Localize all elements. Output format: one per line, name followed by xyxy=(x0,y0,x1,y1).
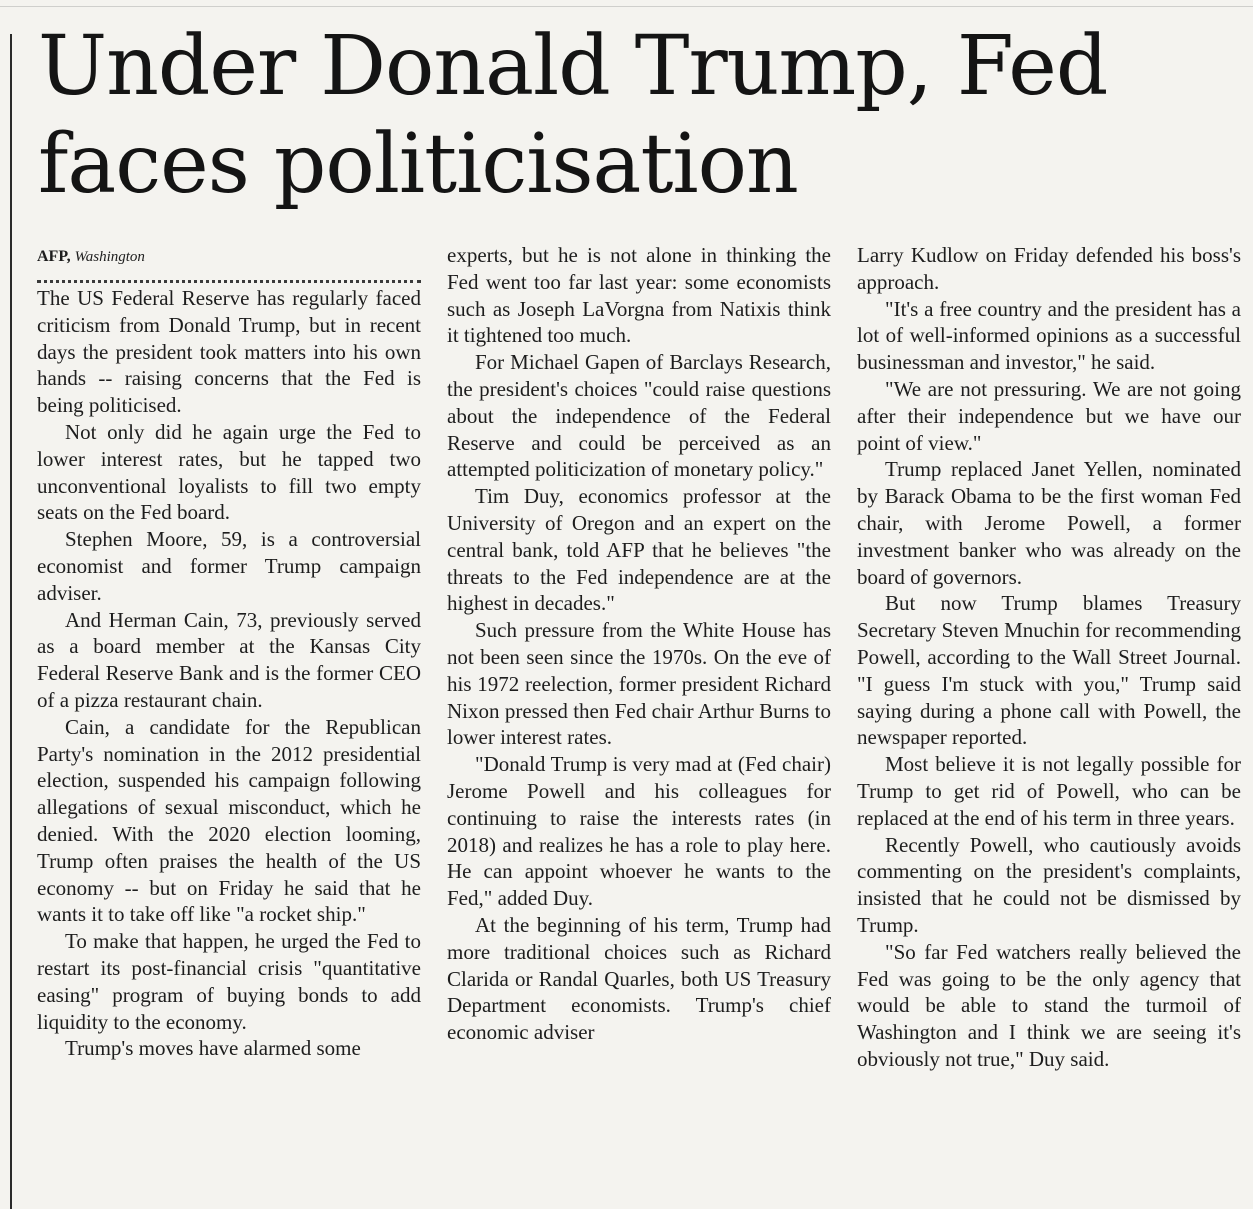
dotted-separator xyxy=(37,278,421,283)
article-column-3 xyxy=(857,242,1241,1073)
paragraph: Cain, a candidate for the Republican Party's nomination in the 2012 presidential election, suspended his campaign following allegations of sexual misconduct, which he denied. With the 2020 election looming, Trump often praises the health of the US economy -- but on Friday he said that he wants it to take off like "a rocket ship." xyxy=(37,714,421,927)
paragraph: For Michael Gapen of Barclays Research, the president's choices "could raise questions about the independence of the Federal Reserve and could be perceived as an attempted politicization of monetary policy." xyxy=(447,350,831,482)
paragraph: Most believe it is not legally possible for Trump to get rid of Powell, who can be replaced at the end of his term in three years. xyxy=(857,752,1241,830)
paragraph: experts, but he is not alone in thinking the Fed went too far last year: some economists such as Joseph LaVorgna from Natixis think it tightened too much. xyxy=(447,243,831,348)
article-column-1 xyxy=(37,242,421,1062)
paragraph: Larry Kudlow on Friday defended his boss's approach. xyxy=(857,243,1241,294)
paragraph: Trump replaced Janet Yellen, nominated by Barack Obama to be the first woman Fed chair, with Jerome Powell, a former investment banker who was already on the board of governors. xyxy=(857,457,1241,589)
paragraph: And Herman Cain, 73, previously served as a board member at the Kansas City Federal Reserve Bank and is the former CEO of a pizza restaurant chain. xyxy=(37,607,421,712)
paragraph: "We are not pressuring. We are not going after their independence but we have our point of view." xyxy=(857,376,1241,455)
left-column-rule xyxy=(10,34,12,1209)
paragraph: Tim Duy, economics professor at the University of Oregon and an expert on the central bank, told AFP that he believes "the threats to the Fed independence are at the highest in decades." xyxy=(447,484,831,616)
headline: Under Donald Trump, Fed faces politicisation xyxy=(38,19,1108,212)
paragraph: The US Federal Reserve has regularly faced criticism from Donald Trump, but in recent days the president took matters into his own hands -- raising concerns that the Fed is being politicised. xyxy=(37,286,421,418)
paragraph: "So far Fed watchers really believed the Fed was going to be the only agency that would be able to stand the turmoil of Washington and I think we are seeing it's obviously not true," Duy said. xyxy=(857,939,1241,1071)
paragraph: At the beginning of his term, Trump had more traditional choices such as Richard Clarida or Randal Quarles, both US Treasury Department economists. Trump's chief economic adviser xyxy=(447,912,831,1045)
paragraph: "Donald Trump is very mad at (Fed chair) Jerome Powell and his colleagues for continuing to raise the interests rates (in 2018) and realizes he has a role to play here. He can appoint whoever he wants to the Fed," added Duy. xyxy=(447,752,831,911)
paragraph: Trump's moves have alarmed some xyxy=(65,1036,361,1061)
paragraph: But now Trump blames Treasury Secretary Steven Mnuchin for recommending Powell, according to the Wall Street Journal. "I guess I'm stuck with you," Trump said saying during a phone call with Powell, the newspaper reported. xyxy=(857,591,1241,750)
paragraph: Such pressure from the White House has not been seen since the 1970s. On the eve of his 1972 reelection, former president Richard Nixon pressed then Fed chair Arthur Burns to lower interest rates. xyxy=(447,618,831,750)
paragraph: "It's a free country and the president has a lot of well-informed opinions as a successful businessman and investor," he said. xyxy=(857,296,1241,375)
paragraph: Recently Powell, who cautiously avoids commenting on the president's complaints, insisted that he could not be dismissed by Trump. xyxy=(857,832,1241,937)
paragraph: Not only did he again urge the Fed to lower interest rates, but he tapped two unconventional loyalists to fill two empty seats on the Fed board. xyxy=(37,419,421,525)
top-rule xyxy=(0,6,1253,7)
paragraph: Stephen Moore, 59, is a controversial economist and former Trump campaign adviser. xyxy=(37,527,421,605)
article-column-2 xyxy=(447,242,831,1046)
dateline xyxy=(37,242,421,272)
paragraph: To make that happen, he urged the Fed to restart its post-financial crisis "quantitative easing" program of buying bonds to add liquidity to the economy. xyxy=(37,929,421,1034)
byline-agency: AFP, xyxy=(37,248,71,265)
byline-place: Washington xyxy=(74,249,145,265)
